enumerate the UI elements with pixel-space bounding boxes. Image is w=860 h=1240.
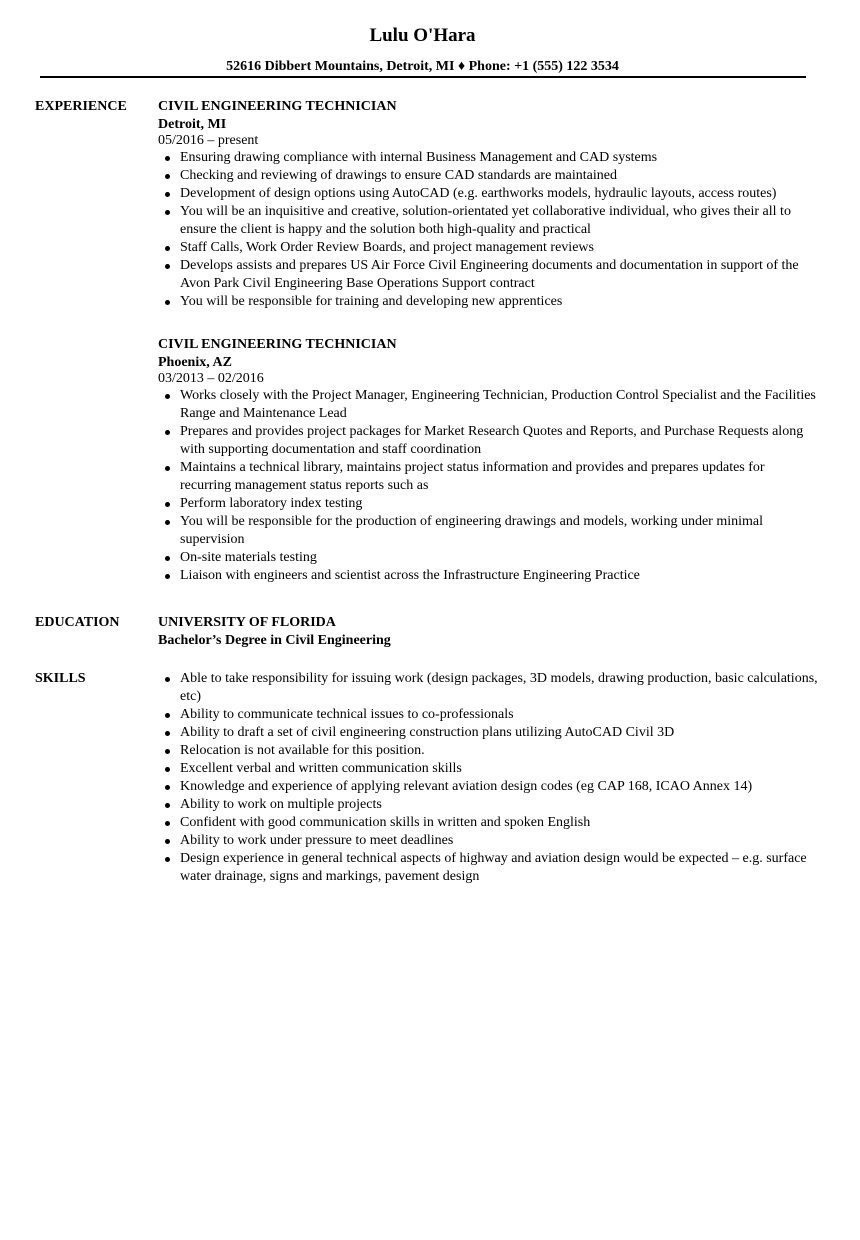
job-dates: 05/2016 – present: [158, 133, 259, 148]
header-divider: [40, 76, 806, 78]
list-item: Relocation is not available for this position.: [158, 742, 818, 760]
job-duties-list: [158, 149, 818, 311]
list-item: Ability to work under pressure to meet deadlines: [158, 832, 818, 850]
school-name: UNIVERSITY OF FLORIDA: [158, 615, 336, 630]
list-item: Excellent verbal and written communication skills: [158, 760, 818, 778]
list-item: You will be responsible for the production of engineering drawings and models, working under minimal supervision: [158, 513, 818, 549]
list-item: Staff Calls, Work Order Review Boards, and project management reviews: [158, 239, 818, 257]
list-item: You will be an inquisitive and creative, solution-orientated yet collaborative individual, who gives their all to ensure the client is happy and the solution both high-quality and practical: [158, 203, 818, 239]
list-item: Perform laboratory index testing: [158, 495, 818, 513]
skills-list: [158, 670, 818, 886]
list-item: Able to take responsibility for issuing work (design packages, 3D models, drawing production, basic calculations, etc): [158, 670, 818, 706]
list-item: Knowledge and experience of applying relevant aviation design codes (eg CAP 168, ICAO Annex 14): [158, 778, 818, 796]
list-item: Development of design options using AutoCAD (e.g. earthworks models, hydraulic layouts, access routes): [158, 185, 818, 203]
job-title: CIVIL ENGINEERING TECHNICIAN: [158, 337, 397, 352]
experience-heading: EXPERIENCE: [35, 99, 127, 114]
job-entry: [158, 98, 818, 311]
list-item: Maintains a technical library, maintains project status information and provides and prepares updates for recurring management status reports such as: [158, 459, 818, 495]
list-item: Ability to communicate technical issues to co-professionals: [158, 706, 818, 724]
skills-heading: SKILLS: [35, 671, 86, 686]
list-item: Works closely with the Project Manager, Engineering Technician, Production Control Specialist and the Facilities Range and Maintenance Lead: [158, 387, 818, 423]
job-duties-list: [158, 387, 818, 585]
list-item: You will be responsible for training and developing new apprentices: [158, 293, 818, 311]
list-item: Checking and reviewing of drawings to ensure CAD standards are maintained: [158, 167, 818, 185]
list-item: Design experience in general technical aspects of highway and aviation design would be expected – e.g. surface water drainage, signs and markings, pavement design: [158, 850, 818, 886]
candidate-name: Lulu O'Hara: [369, 25, 476, 46]
list-item: Ensuring drawing compliance with internal Business Management and CAD systems: [158, 149, 818, 167]
list-item: Ability to draft a set of civil engineering construction plans utilizing AutoCAD Civil 3D: [158, 724, 818, 742]
skills-entry: [158, 670, 818, 886]
degree: Bachelor’s Degree in Civil Engineering: [158, 633, 391, 648]
list-item: On-site materials testing: [158, 549, 818, 567]
list-item: Ability to work on multiple projects: [158, 796, 818, 814]
education-heading: EDUCATION: [35, 615, 120, 630]
job-entry: [158, 336, 818, 585]
list-item: Confident with good communication skills in written and spoken English: [158, 814, 818, 832]
job-location: Phoenix, AZ: [158, 355, 232, 370]
job-dates: 03/2013 – 02/2016: [158, 371, 264, 386]
list-item: Prepares and provides project packages for Market Research Quotes and Reports, and Purchase Requests along with supporting documentation and staff coordination: [158, 423, 818, 459]
list-item: Liaison with engineers and scientist across the Infrastructure Engineering Practice: [158, 567, 818, 585]
contact-line: 52616 Dibbert Mountains, Detroit, MI ♦ Phone: +1 (555) 122 3534: [226, 59, 619, 74]
job-title: CIVIL ENGINEERING TECHNICIAN: [158, 99, 397, 114]
list-item: Develops assists and prepares US Air Force Civil Engineering documents and documentation in support of the Avon Park Civil Engineering Base Operations Support contract: [158, 257, 818, 293]
job-location: Detroit, MI: [158, 117, 227, 132]
education-entry: [158, 614, 818, 650]
